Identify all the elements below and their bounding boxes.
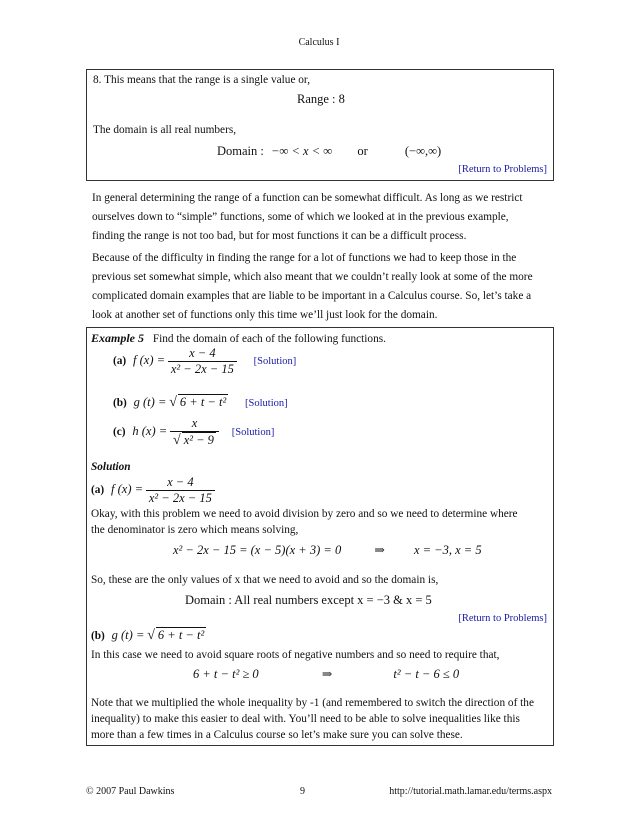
factor-equation: x² − 2x − 15 = (x − 5)(x + 3) = 0 <box>173 543 342 557</box>
fraction-denominator: x² − 2x − 15 <box>168 361 237 377</box>
fraction-denominator: x² − 2x − 15 <box>146 490 215 506</box>
problem-a <box>113 346 296 377</box>
domain-label: Domain : <box>217 144 264 158</box>
example-title-line <box>91 331 386 346</box>
paragraph-line: ourselves down to “simple” functions, some of which we looked at in the previous example, <box>92 211 509 223</box>
range-equation: Range : 8 <box>297 92 345 106</box>
problem-c <box>113 416 274 449</box>
example-box <box>86 327 554 746</box>
paragraph-range-difficulty <box>92 189 552 246</box>
solution-a-lhs: f (x) = <box>111 482 144 497</box>
solution-b-text-3: inequality) to make this easier to deal with. You’ll need to be able to solve inequalities like this <box>91 713 520 725</box>
radical-sign: √ <box>173 433 181 448</box>
solution-a-text-3: So, these are the only values of x that we need to avoid and so the domain is, <box>91 574 439 586</box>
return-to-problems-link[interactable]: [Return to Problems] <box>458 164 547 175</box>
solution-b-text-1: In this case we need to avoid square roots of negative numbers and so need to require that, <box>91 649 500 661</box>
paragraph-line: look at another set of functions only this time we’ll just look for the domain. <box>92 309 438 321</box>
implies-arrow: ⇒ <box>374 543 385 557</box>
problem-a-label: (a) <box>113 355 127 368</box>
solution-b-text-4: more than a few times in a Calculus course so let’s make sure you can solve these. <box>91 729 463 741</box>
domain-statement: The domain is all real numbers, <box>93 124 237 136</box>
domain-equation <box>217 144 441 159</box>
inequality-2: t² − t − 6 ≤ 0 <box>393 667 460 681</box>
fraction-numerator: x − 4 <box>189 346 216 360</box>
implies-arrow: ⇒ <box>321 667 333 681</box>
paragraph-line: finding the range is not too bad, but for most functions it can be a difficult process. <box>92 230 467 242</box>
footer-url: http://tutorial.math.lamar.edu/terms.aspx <box>389 786 552 797</box>
inequality-1: 6 + t − t² ≥ 0 <box>193 667 259 681</box>
solution-b-link[interactable]: [Solution] <box>245 398 288 409</box>
solution-b-text-2: Note that we multiplied the whole inequality by -1 (and remembered to switch the direction of the <box>91 697 534 709</box>
solution-b-function <box>91 627 206 644</box>
solution-a-label: (a) <box>91 484 105 497</box>
problem-b-lhs: g (t) = <box>133 395 167 409</box>
or-word: or <box>357 144 368 158</box>
paragraph-line: previous set somewhat simple, which also meant that we couldn’t really look at some of the more <box>92 271 533 283</box>
solution-b-label: (b) <box>91 630 105 642</box>
solution-a-equation <box>173 542 482 558</box>
example-title: Example 5 <box>91 331 144 345</box>
radical-sign: √ <box>147 628 155 643</box>
problem-c-fraction <box>170 416 219 449</box>
fraction-numerator: x <box>191 416 198 430</box>
page-header: Calculus I <box>298 37 340 48</box>
solution-a-text-2: the denominator is zero which means solving, <box>91 524 299 536</box>
problem-a-lhs: f (x) = <box>133 353 166 368</box>
problem-a-fraction <box>168 346 237 377</box>
problem-c-radicand: x² − 9 <box>183 433 214 447</box>
fraction-denominator <box>170 431 219 449</box>
paragraph-line: complicated domain examples that are liable to be important in a Calculus course. So, let’s take a <box>92 290 532 302</box>
solution-a-function <box>91 475 215 506</box>
paragraph-domain-intro <box>92 249 552 325</box>
return-to-problems-link[interactable]: [Return to Problems] <box>458 613 547 624</box>
problem-b-label: (b) <box>113 397 127 409</box>
paragraph-line: Because of the difficulty in finding the range for a lot of functions we had to keep those in the <box>92 252 517 264</box>
footer-page-number: 9 <box>300 786 305 797</box>
answer-line: 8. This means that the range is a single value or, <box>93 74 311 86</box>
solution-b-inequalities <box>193 666 459 682</box>
domain-interval: (−∞,∞) <box>404 144 442 158</box>
problem-c-lhs: h (x) = <box>132 424 168 439</box>
problem-c-label: (c) <box>113 426 126 439</box>
solution-a-text-1: Okay, with this problem we need to avoid division by zero and so we need to determine where <box>91 508 518 520</box>
solution-a-link[interactable]: [Solution] <box>253 356 297 368</box>
solution-b-radicand: 6 + t − t² <box>157 628 205 642</box>
problem-b-radicand: 6 + t − t² <box>179 395 227 409</box>
solution-b-lhs: g (t) = <box>111 628 145 642</box>
solution-c-link[interactable]: [Solution] <box>231 427 275 439</box>
radical-sign: √ <box>169 395 177 410</box>
paragraph-line: In general determining the range of a function can be somewhat difficult. As long as we restrict <box>92 192 523 204</box>
footer-copyright: © 2007 Paul Dawkins <box>86 786 175 797</box>
problem-b <box>113 394 288 411</box>
domain-inequality: −∞ < x < ∞ <box>271 144 333 158</box>
example-prompt: Find the domain of each of the following functions. <box>152 333 386 345</box>
roots: x = −3, x = 5 <box>413 543 482 557</box>
solution-heading: Solution <box>91 461 131 473</box>
fraction-numerator: x − 4 <box>167 475 194 489</box>
solution-a-domain: Domain : All real numbers except x = −3 & x = 5 <box>185 593 432 607</box>
solution-a-fraction <box>146 475 215 506</box>
answer-box <box>86 69 554 181</box>
